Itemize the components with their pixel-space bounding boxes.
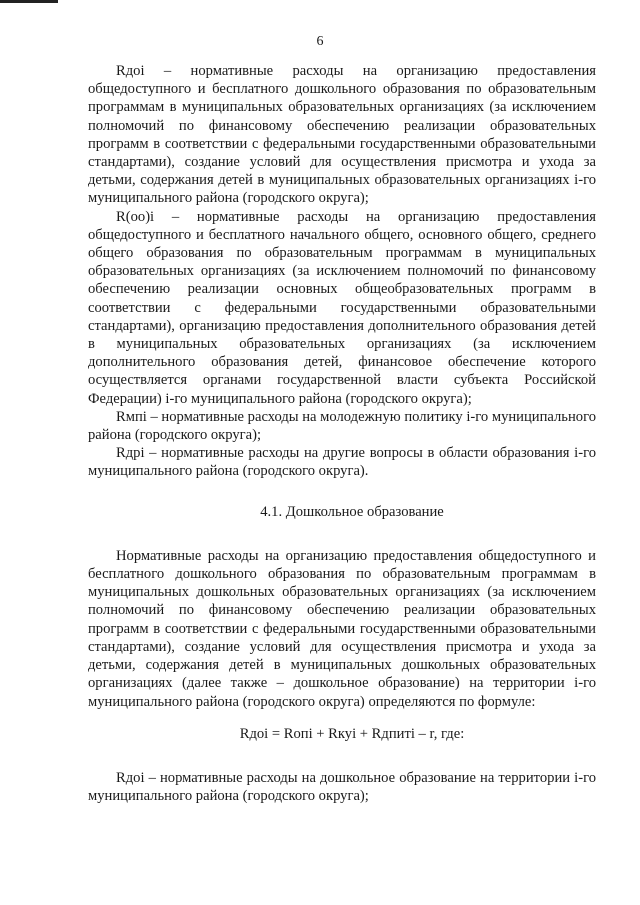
paragraph-rdoi-preschool-definition: Rдоi – нормативные расходы на дошкольное образование на территории i-го муниципального района (городского округа);: [88, 769, 596, 805]
section-intro-paragraph: Нормативные расходы на организацию предоставления общедоступного и бесплатного дошкольного образования по образовательным программам в муниципальных дошкольных образовательных организациях (за исключением полномочий по финансовому обеспечению реализации образовательных программ в соответствии с федеральными государственными образовательными стандартами), создание условий для осуществления присмотра и ухода за детьми, содержания детей в муниципальных дошкольных образовательных организациях (далее также – дошкольное образование) на территории i-го муниципального района (городского округа) определяются по формуле:: [88, 547, 596, 710]
paragraph-rdpi-definition: Rдрi – нормативные расходы на другие вопросы в области образования i-го муниципального района (городского округа).: [88, 445, 596, 480]
document-body: [88, 62, 596, 805]
paragraph-rooi-definition: R(оо)i – нормативные расходы на организацию предоставления общедоступного и бесплатного начального общего, основного общего, среднего общего образования по образовательным программам в муниципальных образовательных организациях (за исключением полномочий по финансовому обеспечению реализации основных общеобразовательных программ в соответствии с федеральными государственными образовательными стандартами), организацию предоставления дополнительного образования детей в муниципальных образовательных организациях (за исключением дополнительного образования детей, финансовое обеспечение которого осуществляется органами государственной власти субъекта Российской Федерации) i-го муниципального района (городского округа);: [88, 208, 596, 407]
formula: Rдоi = Rопi + Rкуi + Rдпитi – r, где:: [239, 725, 465, 742]
section-heading: 4.1. Дошкольное образование: [260, 503, 444, 520]
paragraph-rmpi-definition: Rмпi – нормативные расходы на молодежную политику i-го муниципального района (городского округа);: [88, 408, 596, 444]
scan-edge-mark: [0, 0, 58, 3]
paragraph-rdoi-definition: Rдоi – нормативные расходы на организацию предоставления общедоступного и бесплатного дошкольного образования по образовательным программам в муниципальных образовательных организациях (за исключением полномочий по финансовому обеспечению реализации образовательных программ в соответствии с федеральными государственными образовательными стандартами), создание условий для осуществления присмотра и ухода за детьми, содержания детей в муниципальных образовательных организациях i-го муниципального района (городского округа);: [88, 63, 596, 207]
page-number: 6: [316, 34, 324, 49]
